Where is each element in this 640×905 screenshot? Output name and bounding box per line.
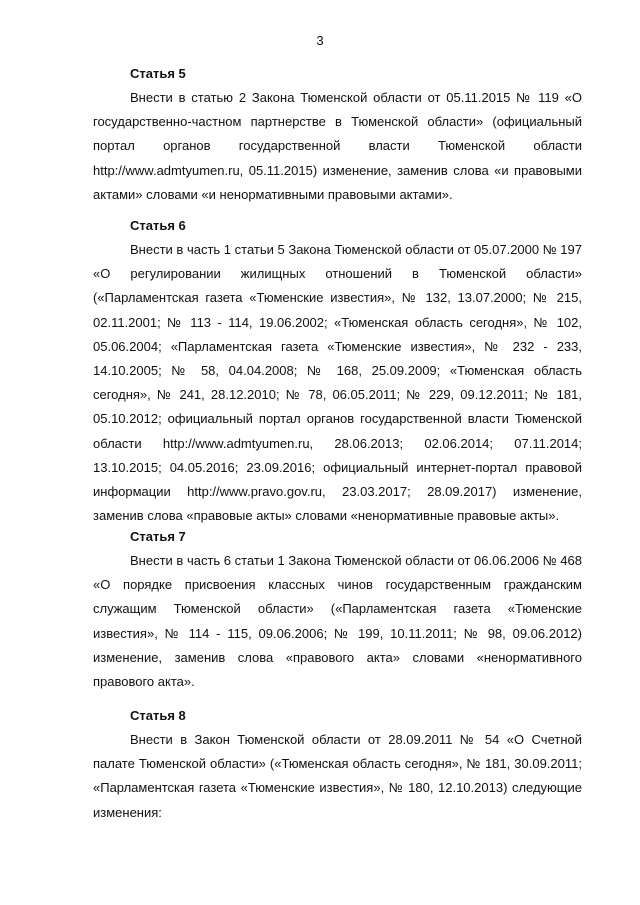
article-6 [93, 213, 582, 528]
article-heading: Статья 8 [130, 708, 186, 723]
article-heading: Статья 6 [130, 218, 186, 233]
article-7 [93, 524, 582, 694]
article-5 [93, 61, 582, 207]
article-8 [93, 703, 582, 825]
article-body: Внести в часть 1 статьи 5 Закона Тюменской области от 05.07.2000 № 197 «О регулировании жилищных отношений в Тюменской области» («Парламентская газета «Тюменские известия», № 132, 13.07.2000; № 215, 02.11.2001; № 113 - 114, 19.06.2002; «Тюменская область сегодня», № 102, 05.06.2004; «Парламентская газета «Тюменские известия», № 232 - 233, 14.10.2005; № 58, 04.04.2008; № 168, 25.09.2009; «Тюменская область сегодня», № 241, 28.12.2010; № 78, 06.05.2011; № 229, 09.12.2011; № 181, 05.10.2012; официальный портал органов государственной власти Тюменской области http://www.admtyumen.ru, 28.06.2013; 02.06.2014; 07.11.2014; 13.10.2015; 04.05.2016; 23.09.2016; официальный интернет-портал правовой информации http://www.pravo.gov.ru, 23.03.2017; 28.09.2017) изменение, заменив слова «правовые акты» словами «ненормативные правовые акты». [93, 242, 582, 524]
article-heading: Статья 7 [130, 529, 186, 544]
article-body: Внести в статью 2 Закона Тюменской области от 05.11.2015 № 119 «О государственно-частном партнерстве в Тюменской области» (официальный портал органов государственной власти Тюменской области http://www.admtyumen.ru, 05.11.2015) изменение, заменив слова «и правовыми актами» словами «и ненормативными правовыми актами». [93, 90, 582, 202]
article-heading: Статья 5 [130, 66, 186, 81]
page-number: 3 [316, 33, 324, 48]
article-body: Внести в Закон Тюменской области от 28.09.2011 № 54 «О Счетной палате Тюменской области» («Тюменская область сегодня», № 181, 30.09.2011; «Парламентская газета «Тюменские известия», № 180, 12.10.2013) следующие изменения: [93, 732, 582, 820]
article-body: Внести в часть 6 статьи 1 Закона Тюменской области от 06.06.2006 № 468 «О порядке присвоения классных чинов государственным гражданским служащим Тюменской области» («Парламентская газета «Тюменские известия», № 114 - 115, 09.06.2006; № 199, 10.11.2011; № 98, 09.06.2012) изменение, заменив слова «правового акта» словами «ненормативного правового акта». [93, 553, 582, 690]
